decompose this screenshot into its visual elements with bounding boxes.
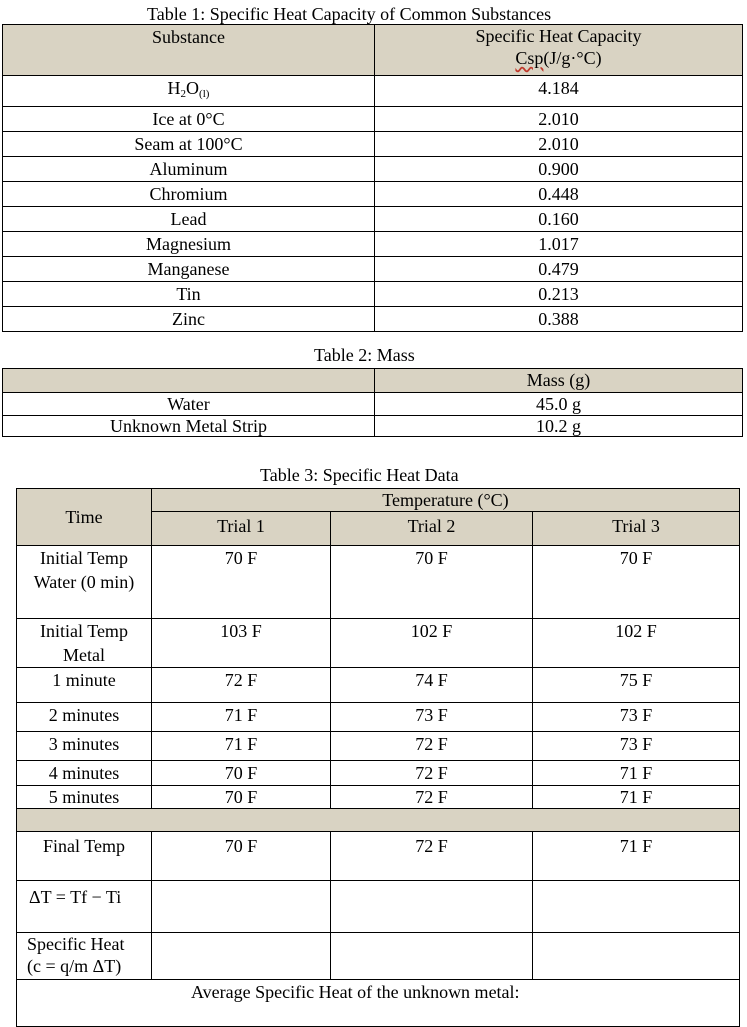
mass-label-cell: Water (3, 393, 375, 416)
row-label: Initial Temp Metal (17, 619, 152, 668)
table1-row (3, 282, 743, 307)
capacity-units: (J/g·°C) (543, 48, 602, 68)
trial-value: 70 F (152, 761, 331, 786)
value-cell: 4.184 (375, 76, 743, 107)
table3-delta-row (17, 881, 740, 933)
table3-col-temperature: Temperature (°C) (152, 489, 740, 512)
table3-row (17, 732, 740, 761)
trial-value: 71 F (533, 761, 740, 786)
table3-final-row (17, 832, 740, 881)
specific-heat-data-table (16, 488, 740, 1027)
table1-row (3, 207, 743, 232)
table3-header-row-1 (17, 489, 740, 512)
specific-heat-cell (152, 933, 331, 980)
trial-value: 72 F (331, 732, 533, 761)
trial-value: 70 F (533, 546, 740, 619)
table1-row (3, 307, 743, 332)
separator-band (17, 809, 740, 832)
row-label: 2 minutes (17, 703, 152, 732)
value-cell: 0.448 (375, 182, 743, 207)
specific-heat-cell (533, 933, 740, 980)
specific-heat-capacity-table (2, 24, 743, 332)
row-label: 3 minutes (17, 732, 152, 761)
value-cell: 0.213 (375, 282, 743, 307)
final-value: 70 F (152, 832, 331, 881)
substance-cell: Manganese (3, 257, 375, 282)
substance-cell: Magnesium (3, 232, 375, 257)
trial-header: Trial 1 (152, 512, 331, 546)
table3-row (17, 668, 740, 703)
substance-cell: Aluminum (3, 157, 375, 182)
trial-value: 103 F (152, 619, 331, 668)
specific-heat-cell (331, 933, 533, 980)
trial-value: 70 F (331, 546, 533, 619)
trial-value: 70 F (152, 786, 331, 809)
trial-value: 74 F (331, 668, 533, 703)
table2-caption: Table 2: Mass (314, 345, 415, 365)
table2-row (3, 393, 743, 416)
delta-t-cell (152, 881, 331, 933)
specific-heat-label-line2: (c = q/m ΔT) (27, 956, 122, 976)
table3-row (17, 546, 740, 619)
row-label: 1 minute (17, 668, 152, 703)
final-temp-label: Final Temp (17, 832, 152, 881)
trial-value: 72 F (331, 761, 533, 786)
table3-col-time: Time (17, 489, 152, 546)
trial-value: 71 F (533, 786, 740, 809)
specific-heat-label-line1: Specific Heat (27, 934, 125, 954)
final-value: 71 F (533, 832, 740, 881)
substance-cell: Lead (3, 207, 375, 232)
table2-col-mass: Mass (g) (375, 369, 743, 393)
table1-row (3, 182, 743, 207)
specific-heat-label (17, 933, 152, 980)
trial-value: 71 F (152, 732, 331, 761)
average-specific-heat-cell (17, 980, 740, 1027)
table1-row (3, 257, 743, 282)
mass-value-cell: 45.0 g (375, 393, 743, 416)
table3-row (17, 761, 740, 786)
trial-value: 72 F (331, 786, 533, 809)
value-cell: 0.900 (375, 157, 743, 182)
row-label: Initial Temp Water (0 min) (17, 546, 152, 619)
csp-symbol: Csp (515, 48, 544, 68)
substance-cell: $H_2O_{(l)}$ (3, 76, 375, 107)
table1-col-capacity (375, 25, 743, 76)
table1-col-substance (3, 25, 375, 76)
trial-value: 102 F (533, 619, 740, 668)
table1-header-row (3, 25, 743, 76)
trial-header: Trial 3 (533, 512, 740, 546)
table2-header-row (3, 369, 743, 393)
row-label: 4 minutes (17, 761, 152, 786)
final-value: 72 F (331, 832, 533, 881)
table2-blank-header (3, 369, 375, 393)
trial-value: 71 F (152, 703, 331, 732)
table3-specific-heat-row (17, 933, 740, 980)
table3-row (17, 619, 740, 668)
mass-label-cell: Unknown Metal Strip (3, 416, 375, 437)
table1-row (3, 76, 743, 107)
trial-value: 72 F (152, 668, 331, 703)
table1-row (3, 157, 743, 182)
table3-separator-row (17, 809, 740, 832)
value-cell: 0.160 (375, 207, 743, 232)
trial-value: 70 F (152, 546, 331, 619)
capacity-header-line2 (375, 47, 742, 69)
trial-value: 73 F (533, 703, 740, 732)
value-cell: 0.388 (375, 307, 743, 332)
trial-value: 73 F (331, 703, 533, 732)
table3-row (17, 786, 740, 809)
value-cell: 0.479 (375, 257, 743, 282)
substance-cell: Chromium (3, 182, 375, 207)
trial-value: 73 F (533, 732, 740, 761)
table3-caption: Table 3: Specific Heat Data (260, 465, 459, 485)
substance-cell: Zinc (3, 307, 375, 332)
substance-cell: Tin (3, 282, 375, 307)
trial-value: 102 F (331, 619, 533, 668)
table1-row (3, 232, 743, 257)
value-cell: 1.017 (375, 232, 743, 257)
delta-t-cell (533, 881, 740, 933)
substance-cell: Ice at 0°C (3, 107, 375, 132)
value-cell: 2.010 (375, 107, 743, 132)
table3-average-row (17, 980, 740, 1027)
substance-header-text: Substance (152, 27, 225, 47)
table1-row (3, 107, 743, 132)
table1-row (3, 132, 743, 157)
delta-t-cell (331, 881, 533, 933)
substance-cell: Seam at 100°C (3, 132, 375, 157)
table2-row (3, 416, 743, 437)
mass-table (2, 368, 743, 437)
row-label: 5 minutes (17, 786, 152, 809)
table3-row (17, 703, 740, 732)
delta-t-label: ΔT = Tf − Ti (17, 881, 152, 933)
average-specific-heat-label: Average Specific Heat of the unknown metal: (191, 982, 520, 1002)
value-cell: 2.010 (375, 132, 743, 157)
mass-value-cell: 10.2 g (375, 416, 743, 437)
trial-value: 75 F (533, 668, 740, 703)
trial-header: Trial 2 (331, 512, 533, 546)
capacity-header-line1: Specific Heat Capacity (475, 26, 642, 46)
table1-caption: Table 1: Specific Heat Capacity of Common Substances (147, 4, 552, 24)
